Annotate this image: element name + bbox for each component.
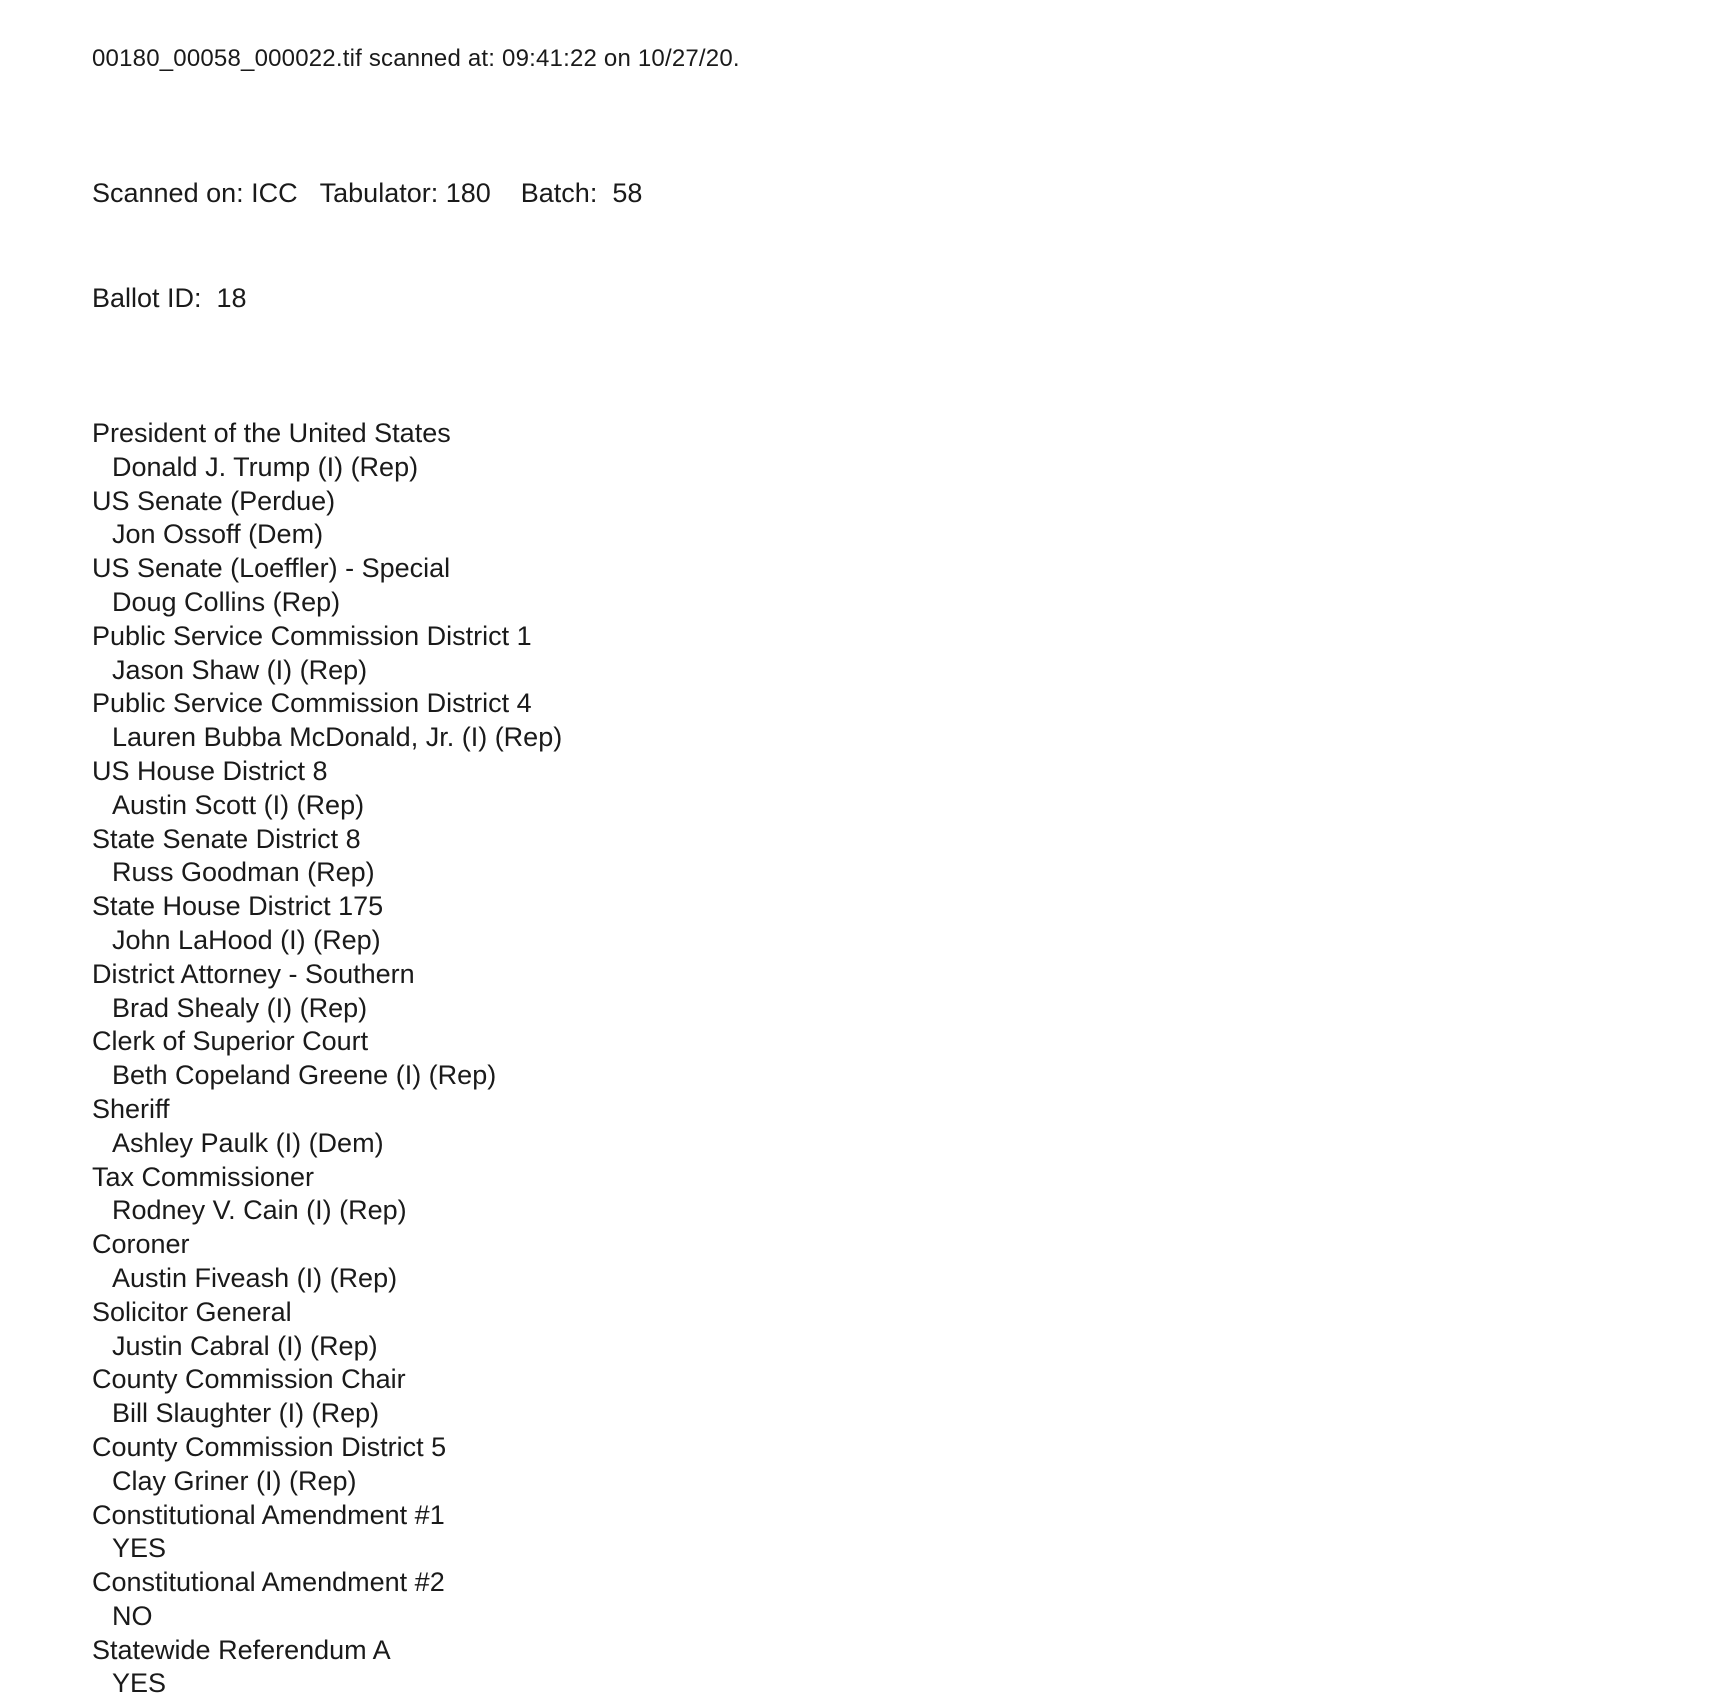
contest-choice: Austin Fiveash (I) (Rep) bbox=[112, 1262, 398, 1293]
contest-choice: Brad Shealy (I) (Rep) bbox=[112, 992, 368, 1023]
contest-choice: Jason Shaw (I) (Rep) bbox=[112, 654, 368, 685]
contest-choice: Russ Goodman (Rep) bbox=[112, 857, 375, 888]
contest-office: County Commission District 5 bbox=[92, 1431, 447, 1462]
contest-office: US House District 8 bbox=[92, 755, 328, 786]
contest-office: Coroner bbox=[92, 1229, 190, 1260]
contest-choice: Doug Collins (Rep) bbox=[112, 586, 341, 617]
contest-entry bbox=[92, 1161, 1671, 1229]
contest-office: Constitutional Amendment #1 bbox=[92, 1499, 445, 1530]
contest-office: President of the United States bbox=[92, 418, 451, 448]
contest-choice: Justin Cabral (I) (Rep) bbox=[112, 1330, 378, 1361]
contest-choice: Austin Scott (I) (Rep) bbox=[112, 789, 365, 820]
contest-choice: Jon Ossoff (Dem) bbox=[112, 519, 324, 550]
contest-choice: NO bbox=[112, 1600, 153, 1631]
contest-entry bbox=[92, 552, 1671, 620]
contest-office: US Senate (Loeffler) - Special bbox=[92, 553, 451, 584]
contest-choice: Bill Slaughter (I) (Rep) bbox=[112, 1398, 380, 1429]
contest-entry bbox=[92, 417, 1671, 485]
contest-office: Clerk of Superior Court bbox=[92, 1026, 369, 1057]
contest-entry bbox=[92, 1634, 1671, 1701]
contest-choice: Clay Griner (I) (Rep) bbox=[112, 1465, 357, 1496]
contest-entry bbox=[92, 823, 1671, 891]
scan-metadata bbox=[92, 106, 1671, 386]
contest-office: Statewide Referendum A bbox=[92, 1634, 391, 1665]
contest-office: Public Service Commission District 1 bbox=[92, 620, 532, 651]
contest-choice: YES bbox=[112, 1533, 167, 1564]
contest-office: District Attorney - Southern bbox=[92, 958, 415, 989]
contest-entry bbox=[92, 1499, 1671, 1567]
contest-entry bbox=[92, 755, 1671, 823]
contest-office: Tax Commissioner bbox=[92, 1161, 315, 1192]
contest-choice: Donald J. Trump (I) (Rep) bbox=[112, 451, 419, 482]
contest-choice: Beth Copeland Greene (I) (Rep) bbox=[112, 1060, 497, 1091]
contest-office: State Senate District 8 bbox=[92, 823, 361, 854]
contest-choice: Lauren Bubba McDonald, Jr. (I) (Rep) bbox=[112, 722, 563, 753]
contest-choice: Ashley Paulk (I) (Dem) bbox=[112, 1127, 384, 1158]
contest-choice: Rodney V. Cain (I) (Rep) bbox=[112, 1195, 407, 1226]
contest-choice: John LaHood (I) (Rep) bbox=[112, 924, 381, 955]
contest-entry bbox=[92, 485, 1671, 553]
contest-office: County Commission Chair bbox=[92, 1364, 406, 1395]
scan-filename-line: 00180_00058_000022.tif scanned at: 09:41:22 on 10/27/20. bbox=[92, 45, 740, 72]
contest-entry bbox=[92, 1296, 1671, 1364]
contest-entry bbox=[92, 890, 1671, 958]
contest-entry bbox=[92, 1566, 1671, 1634]
contest-office: US Senate (Perdue) bbox=[92, 485, 336, 516]
contest-entry bbox=[92, 687, 1671, 755]
contest-entry bbox=[92, 1093, 1671, 1161]
contest-entry bbox=[92, 1228, 1671, 1296]
contest-office: Sheriff bbox=[92, 1093, 170, 1124]
contest-entry bbox=[92, 1363, 1671, 1431]
contest-list bbox=[92, 417, 1671, 1701]
cast-vote-record-page bbox=[92, 44, 1671, 1701]
scanner-tabulator-batch-line: Scanned on: ICC Tabulator: 180 Batch: 58 bbox=[92, 178, 643, 208]
contest-choice: YES bbox=[112, 1668, 167, 1699]
ballot-id-line: Ballot ID: 18 bbox=[92, 283, 247, 313]
contest-entry bbox=[92, 620, 1671, 688]
contest-office: Constitutional Amendment #2 bbox=[92, 1567, 445, 1598]
contest-entry bbox=[92, 958, 1671, 1026]
contest-entry bbox=[92, 1025, 1671, 1093]
contest-entry bbox=[92, 1431, 1671, 1499]
contest-office: State House District 175 bbox=[92, 891, 384, 922]
contest-office: Public Service Commission District 4 bbox=[92, 688, 532, 719]
contest-office: Solicitor General bbox=[92, 1296, 292, 1327]
